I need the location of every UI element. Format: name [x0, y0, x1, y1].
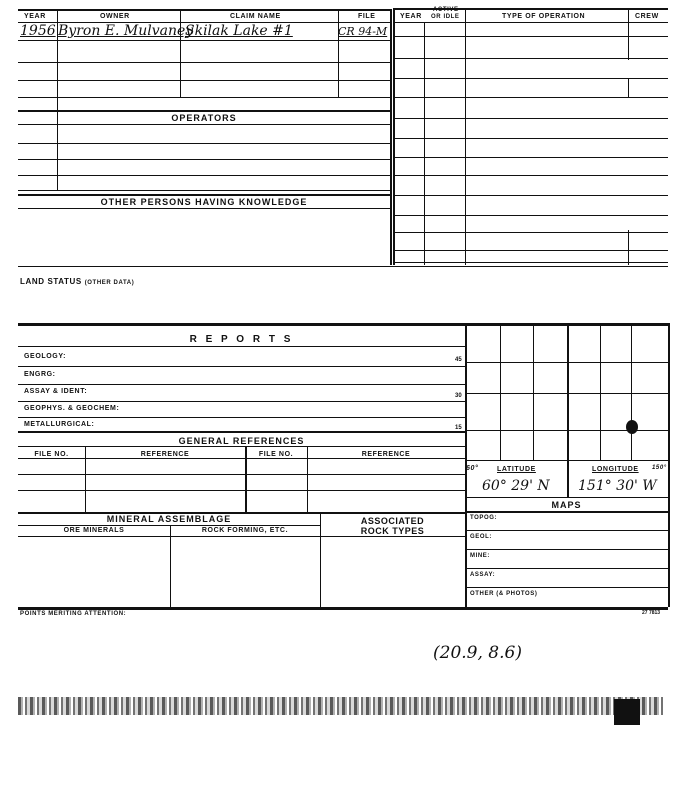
- form-rule: [18, 607, 668, 610]
- entry-file: CR 94-M: [338, 25, 388, 38]
- form-rule: [393, 58, 668, 59]
- latitude-label: LATITUDE: [497, 466, 536, 473]
- form-rule: [18, 62, 390, 63]
- form-rule: [465, 8, 466, 265]
- form-rule: [628, 230, 629, 265]
- form-rule: [18, 323, 668, 326]
- form-rule: [18, 208, 390, 209]
- report-assay-num: 30: [455, 393, 462, 399]
- header-or-idle: OR IDLE: [431, 14, 460, 20]
- header-crew: CREW: [635, 13, 659, 20]
- report-metallurgical-num: 15: [455, 425, 462, 431]
- report-metallurgical: METALLURGICAL:: [24, 421, 95, 428]
- form-rule: [18, 40, 390, 41]
- form-rule: [18, 266, 668, 267]
- operators-header: OPERATORS: [171, 113, 237, 123]
- header-activity-year: YEAR: [400, 13, 422, 20]
- form-rule: [600, 323, 601, 460]
- form-rule: [18, 536, 465, 537]
- form-rule: [393, 22, 668, 23]
- form-rule: [18, 384, 465, 385]
- form-rule: [18, 431, 465, 433]
- form-rule: [18, 194, 390, 196]
- associated-header-1: ASSOCIATED: [360, 516, 425, 526]
- form-rule: [567, 323, 569, 497]
- reports-header: R E P O R T S: [189, 334, 294, 345]
- form-rule: [465, 530, 668, 531]
- form-rule: [18, 190, 390, 191]
- form-rule: [668, 323, 670, 607]
- other-persons-header: OTHER PERSONS HAVING KNOWLEDGE: [100, 197, 308, 207]
- form-rule: [393, 157, 668, 158]
- form-rule: [465, 568, 668, 569]
- form-rule: [18, 525, 320, 526]
- header-claim-name: CLAIM NAME: [230, 13, 281, 20]
- map-mine: MINE:: [470, 553, 490, 559]
- scan-registration-mark: [614, 699, 640, 725]
- form-rule: [338, 9, 339, 97]
- general-references-header: GENERAL REFERENCES: [178, 436, 305, 446]
- lat-degree-mark: 60°: [466, 465, 479, 472]
- col-reference-1: REFERENCE: [140, 451, 190, 458]
- form-rule: [18, 175, 390, 176]
- header-active: ACTIVE: [433, 7, 459, 13]
- form-rule: [500, 323, 501, 460]
- form-rule: [18, 110, 390, 112]
- report-geology-num: 45: [455, 357, 462, 363]
- report-geology: GEOLOGY:: [24, 353, 67, 360]
- form-rule: [390, 9, 392, 265]
- mineral-assemblage-header: MINERAL ASSEMBLAGE: [106, 514, 232, 524]
- form-rule: [465, 497, 668, 498]
- form-rule: [393, 78, 668, 79]
- longitude-value: 151° 30' W: [578, 478, 657, 494]
- form-rule: [18, 346, 465, 347]
- scan-noise-band: [18, 697, 663, 715]
- form-rule: [18, 9, 390, 11]
- form-rule: [393, 8, 395, 265]
- entry-claim-name: Skilak Lake #1: [185, 23, 293, 39]
- form-rule: [393, 118, 668, 119]
- form-rule: [393, 262, 668, 263]
- maps-header: MAPS: [551, 500, 582, 510]
- map-geol: GEOL:: [470, 534, 492, 540]
- form-rule: [18, 97, 390, 98]
- form-rule: [393, 175, 668, 176]
- map-topog: TOPOG:: [470, 515, 498, 521]
- form-number: 27 7813: [642, 610, 661, 616]
- form-rule: [18, 159, 390, 160]
- form-rule: [393, 250, 668, 251]
- col-reference-2: REFERENCE: [361, 451, 411, 458]
- header-owner: OWNER: [100, 13, 130, 20]
- form-rule: [393, 138, 668, 139]
- longitude-label: LONGITUDE: [592, 466, 639, 473]
- form-rule: [628, 8, 629, 60]
- form-rule: [393, 36, 668, 37]
- form-rule: [18, 124, 390, 125]
- header-file: FILE: [358, 13, 376, 20]
- col-file-no-1: FILE NO.: [34, 451, 69, 458]
- rock-forming-header: ROCK FORMING, ETC.: [201, 527, 289, 534]
- latitude-value: 60° 29' N: [482, 478, 550, 494]
- lon-degree-mark: 150°: [652, 465, 667, 471]
- form-rule: [18, 366, 465, 367]
- report-assay: ASSAY & IDENT:: [24, 388, 88, 395]
- form-rule: [465, 549, 668, 550]
- ore-minerals-header: ORE MINERALS: [63, 527, 125, 534]
- map-assay: ASSAY:: [470, 572, 496, 578]
- form-rule: [18, 417, 465, 418]
- entry-owner: Byron E. Mulvaney: [58, 23, 194, 39]
- form-rule: [393, 215, 668, 216]
- report-geophys: GEOPHYS. & GEOCHEM:: [24, 405, 120, 412]
- form-rule: [393, 195, 668, 196]
- col-file-no-2: FILE NO.: [258, 451, 294, 458]
- form-rule: [424, 22, 425, 265]
- report-engrg: ENGRG:: [24, 371, 56, 378]
- punch-hole-mark: [626, 420, 638, 434]
- form-rule: [465, 587, 668, 588]
- land-status-label: [20, 277, 134, 286]
- form-rule: [465, 511, 668, 513]
- land-status-text: LAND STATUS: [20, 277, 82, 286]
- form-rule: [18, 401, 465, 402]
- form-rule: [533, 323, 534, 460]
- map-other: OTHER (& PHOTOS): [470, 591, 538, 597]
- form-rule: [628, 78, 629, 97]
- header-year: YEAR: [24, 13, 46, 20]
- form-rule: [170, 525, 171, 607]
- form-rule: [465, 460, 668, 461]
- handwritten-coordinates: (20.9, 8.6): [433, 643, 522, 663]
- entry-year: 1956: [20, 23, 56, 39]
- form-rule: [631, 323, 632, 460]
- form-rule: [18, 143, 390, 144]
- form-rule: [18, 80, 390, 81]
- points-meriting-attention-label: POINTS MERITING ATTENTION:: [20, 611, 127, 617]
- form-rule: [393, 232, 668, 233]
- associated-header-2: ROCK TYPES: [360, 526, 425, 536]
- header-type-of-operation: TYPE OF OPERATION: [502, 13, 586, 20]
- land-status-sub: (OTHER DATA): [84, 280, 135, 286]
- form-rule: [393, 97, 668, 98]
